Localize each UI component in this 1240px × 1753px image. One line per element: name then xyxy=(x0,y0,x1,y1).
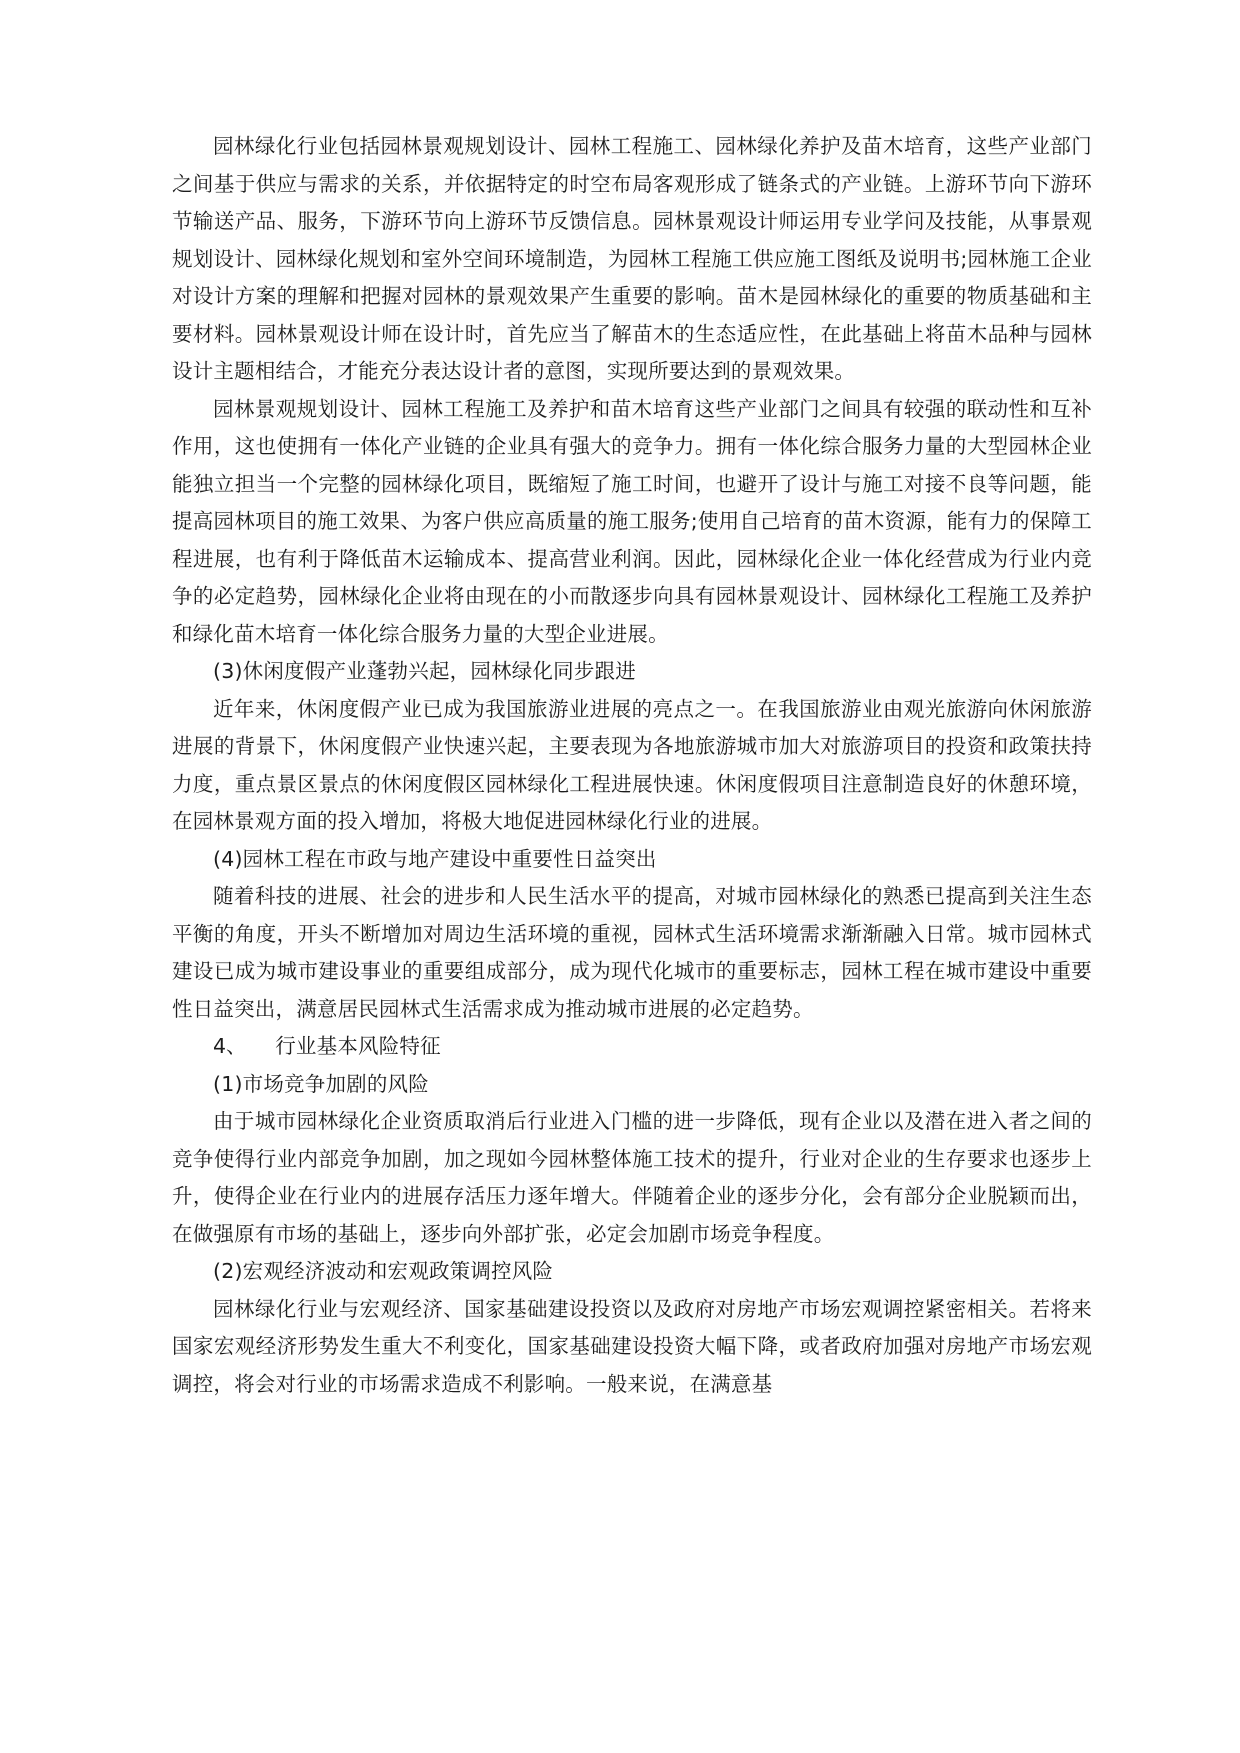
heading-text: 行业基本风险特征 xyxy=(275,1034,441,1058)
paragraph-leisure-vacation: 近年来，休闲度假产业已成为我国旅游业进展的亮点之一。在我国旅游业由观光旅游向休闲旅游进展的背景下，休闲度假产业快速兴起，主要表现为各地旅游城市加大对旅游项目的投资和政策扶持力度，重点景区景点的休闲度假区园林绿化工程进展快速。休闲度假项目注意制造良好的休憩环境，在园林景观方面的投入增加，将极大地促进园林绿化行业的进展。 xyxy=(172,696,1092,833)
paragraph-market-competition-risk: 由于城市园林绿化企业资质取消后行业进入门槛的进一步降低，现有企业以及潜在进入者之间的竞争使得行业内部竞争加剧，加之现如今园林整体施工技术的提升，行业对企业的生存要求也逐步上升，使得企业在行业内的进展存活压力逐年增大。伴随着企业的逐步分化，会有部分企业脱颖而出，在做强原有市场的基础上，逐步向外部扩张，必定会加剧市场竞争程度。 xyxy=(172,1109,1092,1246)
document-body xyxy=(172,128,1092,1403)
paragraph-municipal-realestate: 随着科技的进展、社会的进步和人民生活水平的提高，对城市园林绿化的熟悉已提高到关注生态平衡的角度，开头不断增加对周边生活环境的重视，园林式生活环境需求渐渐融入日常。城市园林式建设已成为城市建设事业的重要组成部分，成为现代化城市的重要标志，园林工程在城市建设中重要性日益突出，满意居民园林式生活需求成为推动城市进展的必定趋势。 xyxy=(172,884,1092,1021)
subhead-leisure-vacation: (3)休闲度假产业蓬勃兴起，园林绿化同步跟进 xyxy=(213,659,636,683)
subhead-macro-policy-risk: (2)宏观经济波动和宏观政策调控风险 xyxy=(213,1259,554,1283)
subhead-municipal-realestate: (4)园林工程在市政与地产建设中重要性日益突出 xyxy=(213,846,657,871)
paragraph-integration-trend: 园林景观规划设计、园林工程施工及养护和苗木培育这些产业部门之间具有较强的联动性和互补作用，这也使拥有一体化产业链的企业具有强大的竞争力。拥有一体化综合服务力量的大型园林企业能独立担当一个完整的园林绿化项目，既缩短了施工时间，也避开了设计与施工对接不良等问题，能提高园林项目的施工效果、为客户供应高质量的施工服务;使用自己培育的苗木资源，能有力的保障工程进展，也有利于降低苗木运输成本、提高营业利润。因此，园林绿化企业一体化经营成为行业内竞争的必定趋势，园林绿化企业将由现在的小而散逐步向具有园林景观设计、园林绿化工程施工及养护和绿化苗木培育一体化综合服务力量的大型企业进展。 xyxy=(172,396,1092,646)
heading-number: 4、 xyxy=(213,1034,247,1058)
subhead-market-competition-risk: (1)市场竞争加剧的风险 xyxy=(213,1071,429,1096)
paragraph-industry-chain: 园林绿化行业包括园林景观规划设计、园林工程施工、园林绿化养护及苗木培育，这些产业部门之间基于供应与需求的关系，并依据特定的时空布局客观形成了链条式的产业链。上游环节向下游环节输送产品、服务，下游环节向上游环节反馈信息。园林景观设计师运用专业学问及技能，从事景观规划设计、园林绿化规划和室外空间环境制造，为园林工程施工供应施工图纸及说明书;园林施工企业对设计方案的理解和把握对园林的景观效果产生重要的影响。苗木是园林绿化的重要的物质基础和主要材料。园林景观设计师在设计时，首先应当了解苗木的生态适应性，在此基础上将苗木品种与园林设计主题相结合，才能充分表达设计者的意图，实现所要达到的景观效果。 xyxy=(172,134,1092,383)
heading-risk-features xyxy=(172,1028,1092,1066)
paragraph-macro-policy-risk: 园林绿化行业与宏观经济、国家基础建设投资以及政府对房地产市场宏观调控紧密相关。若将来国家宏观经济形势发生重大不利变化，国家基础建设投资大幅下降，或者政府加强对房地产市场宏观调控，将会对行业的市场需求造成不利影响。一般来说，在满意基 xyxy=(172,1296,1092,1396)
